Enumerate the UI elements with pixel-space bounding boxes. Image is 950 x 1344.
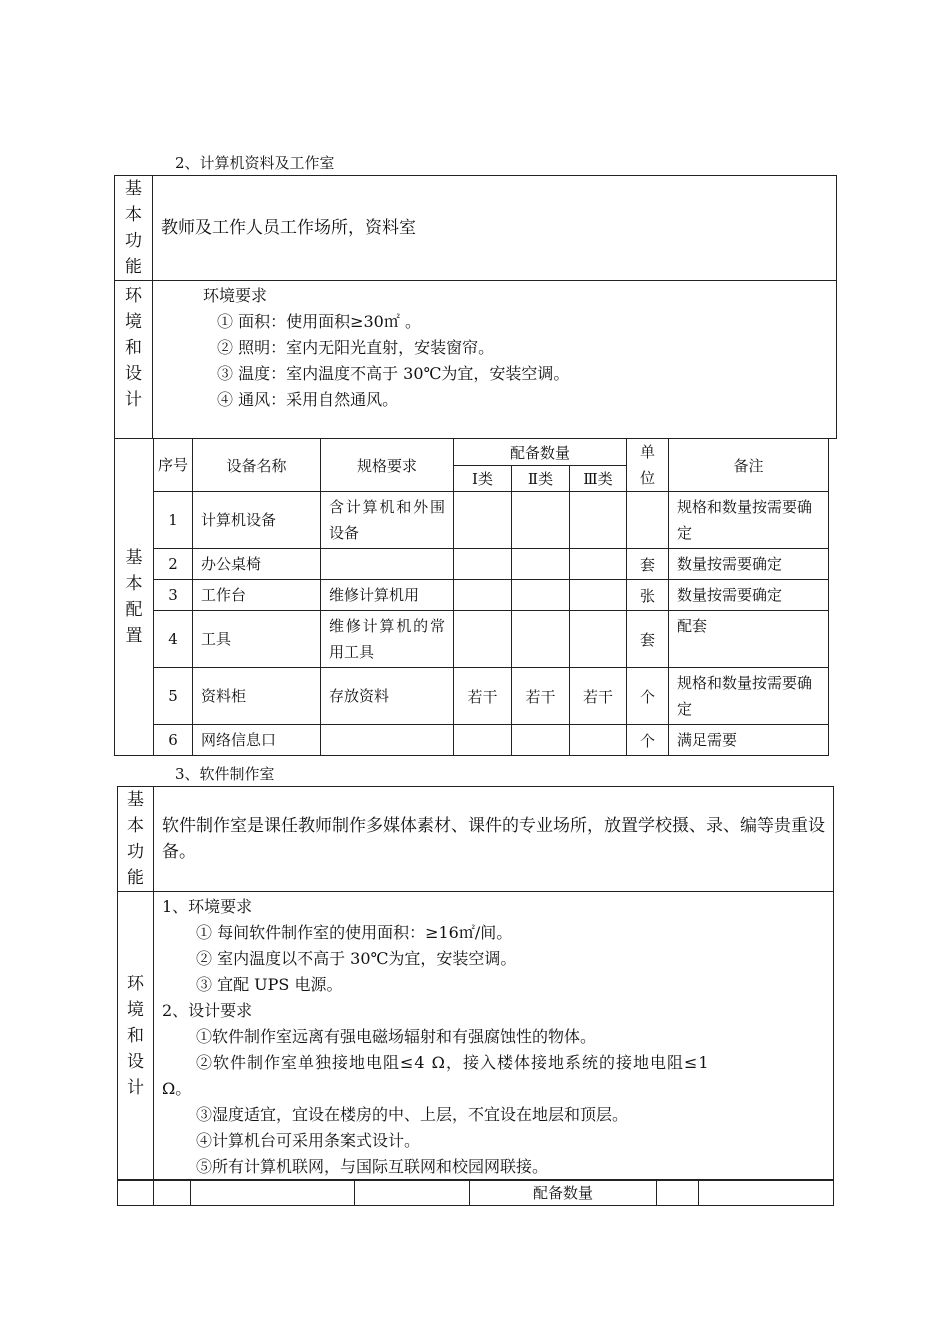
design-heading: 2、设计要求 <box>162 1001 253 1020</box>
header-qty: 配备数量 <box>470 1180 657 1206</box>
table-row: 4 工具 维修计算机的常用工具 套 配套 <box>115 611 829 668</box>
header-note: 备注 <box>669 439 829 492</box>
func-label: 基 本 功 能 <box>118 787 154 892</box>
header-unit: 单位 <box>627 439 669 492</box>
header-name: 设备名称 <box>193 439 321 492</box>
section2-title: 2、计算机资料及工作室 <box>175 154 335 172</box>
header-class-1: Ⅰ类 <box>454 466 512 492</box>
table-row: 5 资料柜 存放资料 若干 若干 若干 个 规格和数量按需要确定 <box>115 668 829 725</box>
section3-title: 3、软件制作室 <box>175 765 275 783</box>
env-requirements <box>154 892 834 1181</box>
section2-info-table <box>114 175 837 439</box>
section3-info-table <box>117 786 834 1181</box>
env-item: ④ 通风：采用自然通风。 <box>217 390 399 409</box>
table-row: 2 办公桌椅 套 数量按需要确定 <box>115 549 829 580</box>
env-label: 环 境 和 设 计 <box>115 281 153 439</box>
section3-config-table <box>117 1179 834 1206</box>
design-item: ③湿度适宜，宜设在楼房的中、上层，不宜设在地层和顶层。 <box>196 1105 629 1124</box>
header-qty: 配备数量 <box>454 439 627 466</box>
env-item: ① 每间软件制作室的使用面积：≥16㎡/间。 <box>196 923 513 942</box>
design-item: ②软件制作室单独接地电阻≤4 Ω，接入楼体接地系统的接地电阻≤1 <box>196 1053 710 1072</box>
env-requirements <box>153 281 837 439</box>
func-text: 软件制作室是课任教师制作多媒体素材、课件的专业场所，放置学校摄、录、编等贵重设备。 <box>154 787 834 892</box>
env-item: ② 照明：室内无阳光直射，安装窗帘。 <box>217 338 495 357</box>
section2-config-table <box>114 438 829 756</box>
design-item: ⑤所有计算机联网，与国际互联网和校园网联接。 <box>196 1157 549 1176</box>
header-seq: 序号 <box>154 439 193 492</box>
design-item: ④计算机台可采用条案式设计。 <box>196 1131 421 1150</box>
env-item: ① 面积：使用面积≥30㎡ 。 <box>217 312 421 331</box>
header-class-3: Ⅲ类 <box>570 466 627 492</box>
func-label: 基 本 功 能 <box>115 176 153 281</box>
header-class-2: Ⅱ类 <box>512 466 570 492</box>
header-spec: 规格要求 <box>321 439 454 492</box>
env-item: ② 室内温度以不高于 30℃为宜，安装空调。 <box>196 949 517 968</box>
table-row: 3 工作台 维修计算机用 张 数量按需要确定 <box>115 580 829 611</box>
design-item-cont: Ω。 <box>162 1079 192 1098</box>
table-row: 6 网络信息口 个 满足需要 <box>115 725 829 756</box>
func-text: 教师及工作人员工作场所，资料室 <box>153 176 837 281</box>
env-heading: 环境要求 <box>203 286 268 305</box>
table-row: 1 计算机设备 含计算机和外围设备 规格和数量按需要确定 <box>115 492 829 549</box>
config-label: 基 本 配 置 <box>115 439 154 756</box>
design-item: ①软件制作室远离有强电磁场辐射和有强腐蚀性的物体。 <box>196 1027 597 1046</box>
env-label: 环 境 和 设 计 <box>118 892 154 1181</box>
env-item: ③ 宜配 UPS 电源。 <box>196 975 343 994</box>
env-item: ③ 温度：室内温度不高于 30℃为宜，安装空调。 <box>217 364 570 383</box>
env-heading: 1、环境要求 <box>162 897 253 916</box>
